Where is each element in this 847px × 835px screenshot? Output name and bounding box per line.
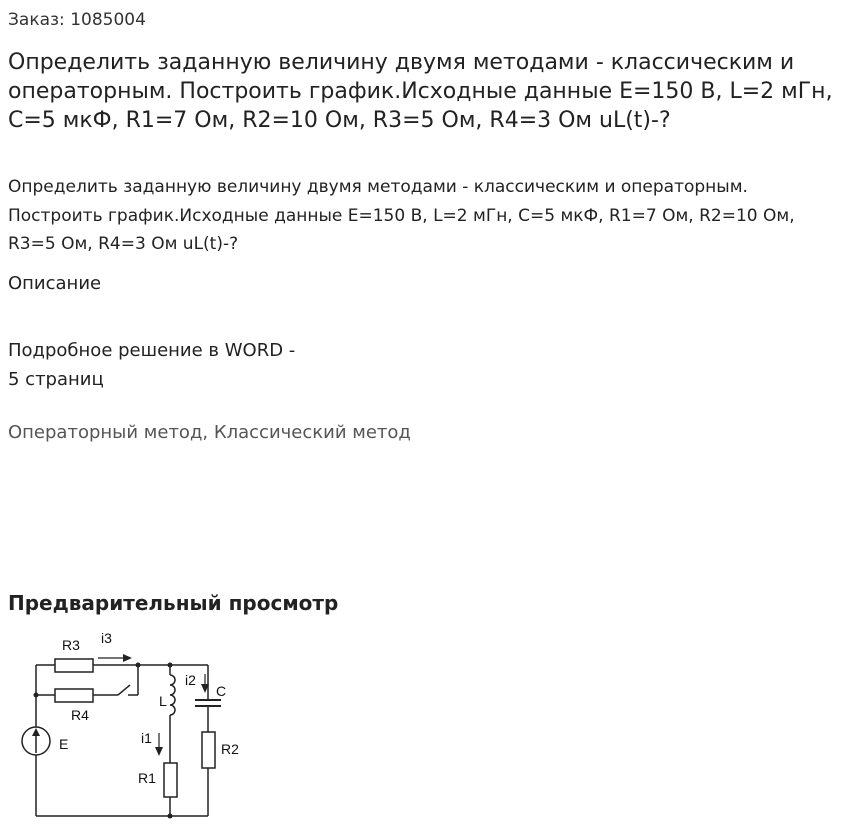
order-number (8, 10, 146, 30)
order-value: 1085004 (70, 10, 146, 30)
solution-details (8, 336, 295, 394)
label-e: E (59, 736, 69, 752)
junction-top-mid (136, 663, 141, 668)
tag-list (8, 422, 411, 443)
label-i1: i1 (141, 730, 152, 746)
circuit-preview (10, 625, 250, 825)
tag-separator: , (202, 422, 214, 443)
resistor-r1 (164, 763, 177, 797)
junction-left (34, 693, 39, 698)
label-l: L (159, 693, 167, 709)
task-description: Определить заданную величину двумя методами - классическим и операторным. Построить график.Исходные данные E=150 В, L=2 мГн, C=5 мкФ, R1=7 Ом, R2=10 Ом, R3=5 Ом, R4=3 Ом uL(t)-? (8, 177, 795, 254)
resistor-r2 (202, 732, 215, 768)
circuit-diagram (10, 625, 250, 825)
page-title: Определить заданную величину двумя методами - классическим и операторным. Построить график.Исходные данные E=150 В, L=2 мГн, C=5 мкФ, R1=7 Ом, R2=10 Ом, R3=5 Ом, R4=3 Ом uL(t)-? (8, 50, 833, 133)
solution-format: Подробное решение в WORD - (8, 340, 296, 361)
order-label: Заказ: (8, 10, 65, 30)
arrow-i3-head (123, 654, 132, 662)
description-heading: Описание (8, 273, 102, 294)
preview-heading: Предварительный просмотр (8, 591, 339, 615)
solution-pages: 5 страниц (8, 369, 104, 390)
label-c: C (216, 683, 227, 699)
arrow-i1-head (155, 747, 163, 756)
tag-classical-method[interactable]: Классический метод (213, 422, 411, 443)
label-r3: R3 (62, 637, 80, 653)
tag-operator-method[interactable]: Операторный метод (8, 422, 203, 443)
label-i2: i2 (185, 672, 196, 688)
inductor-l (170, 675, 175, 715)
label-i3: i3 (101, 630, 112, 646)
label-r1: R1 (138, 770, 156, 786)
label-r2: R2 (221, 741, 239, 757)
resistor-r3 (55, 659, 93, 672)
switch-blade (118, 685, 130, 695)
resistor-r4 (55, 689, 93, 702)
label-r4: R4 (71, 707, 89, 723)
